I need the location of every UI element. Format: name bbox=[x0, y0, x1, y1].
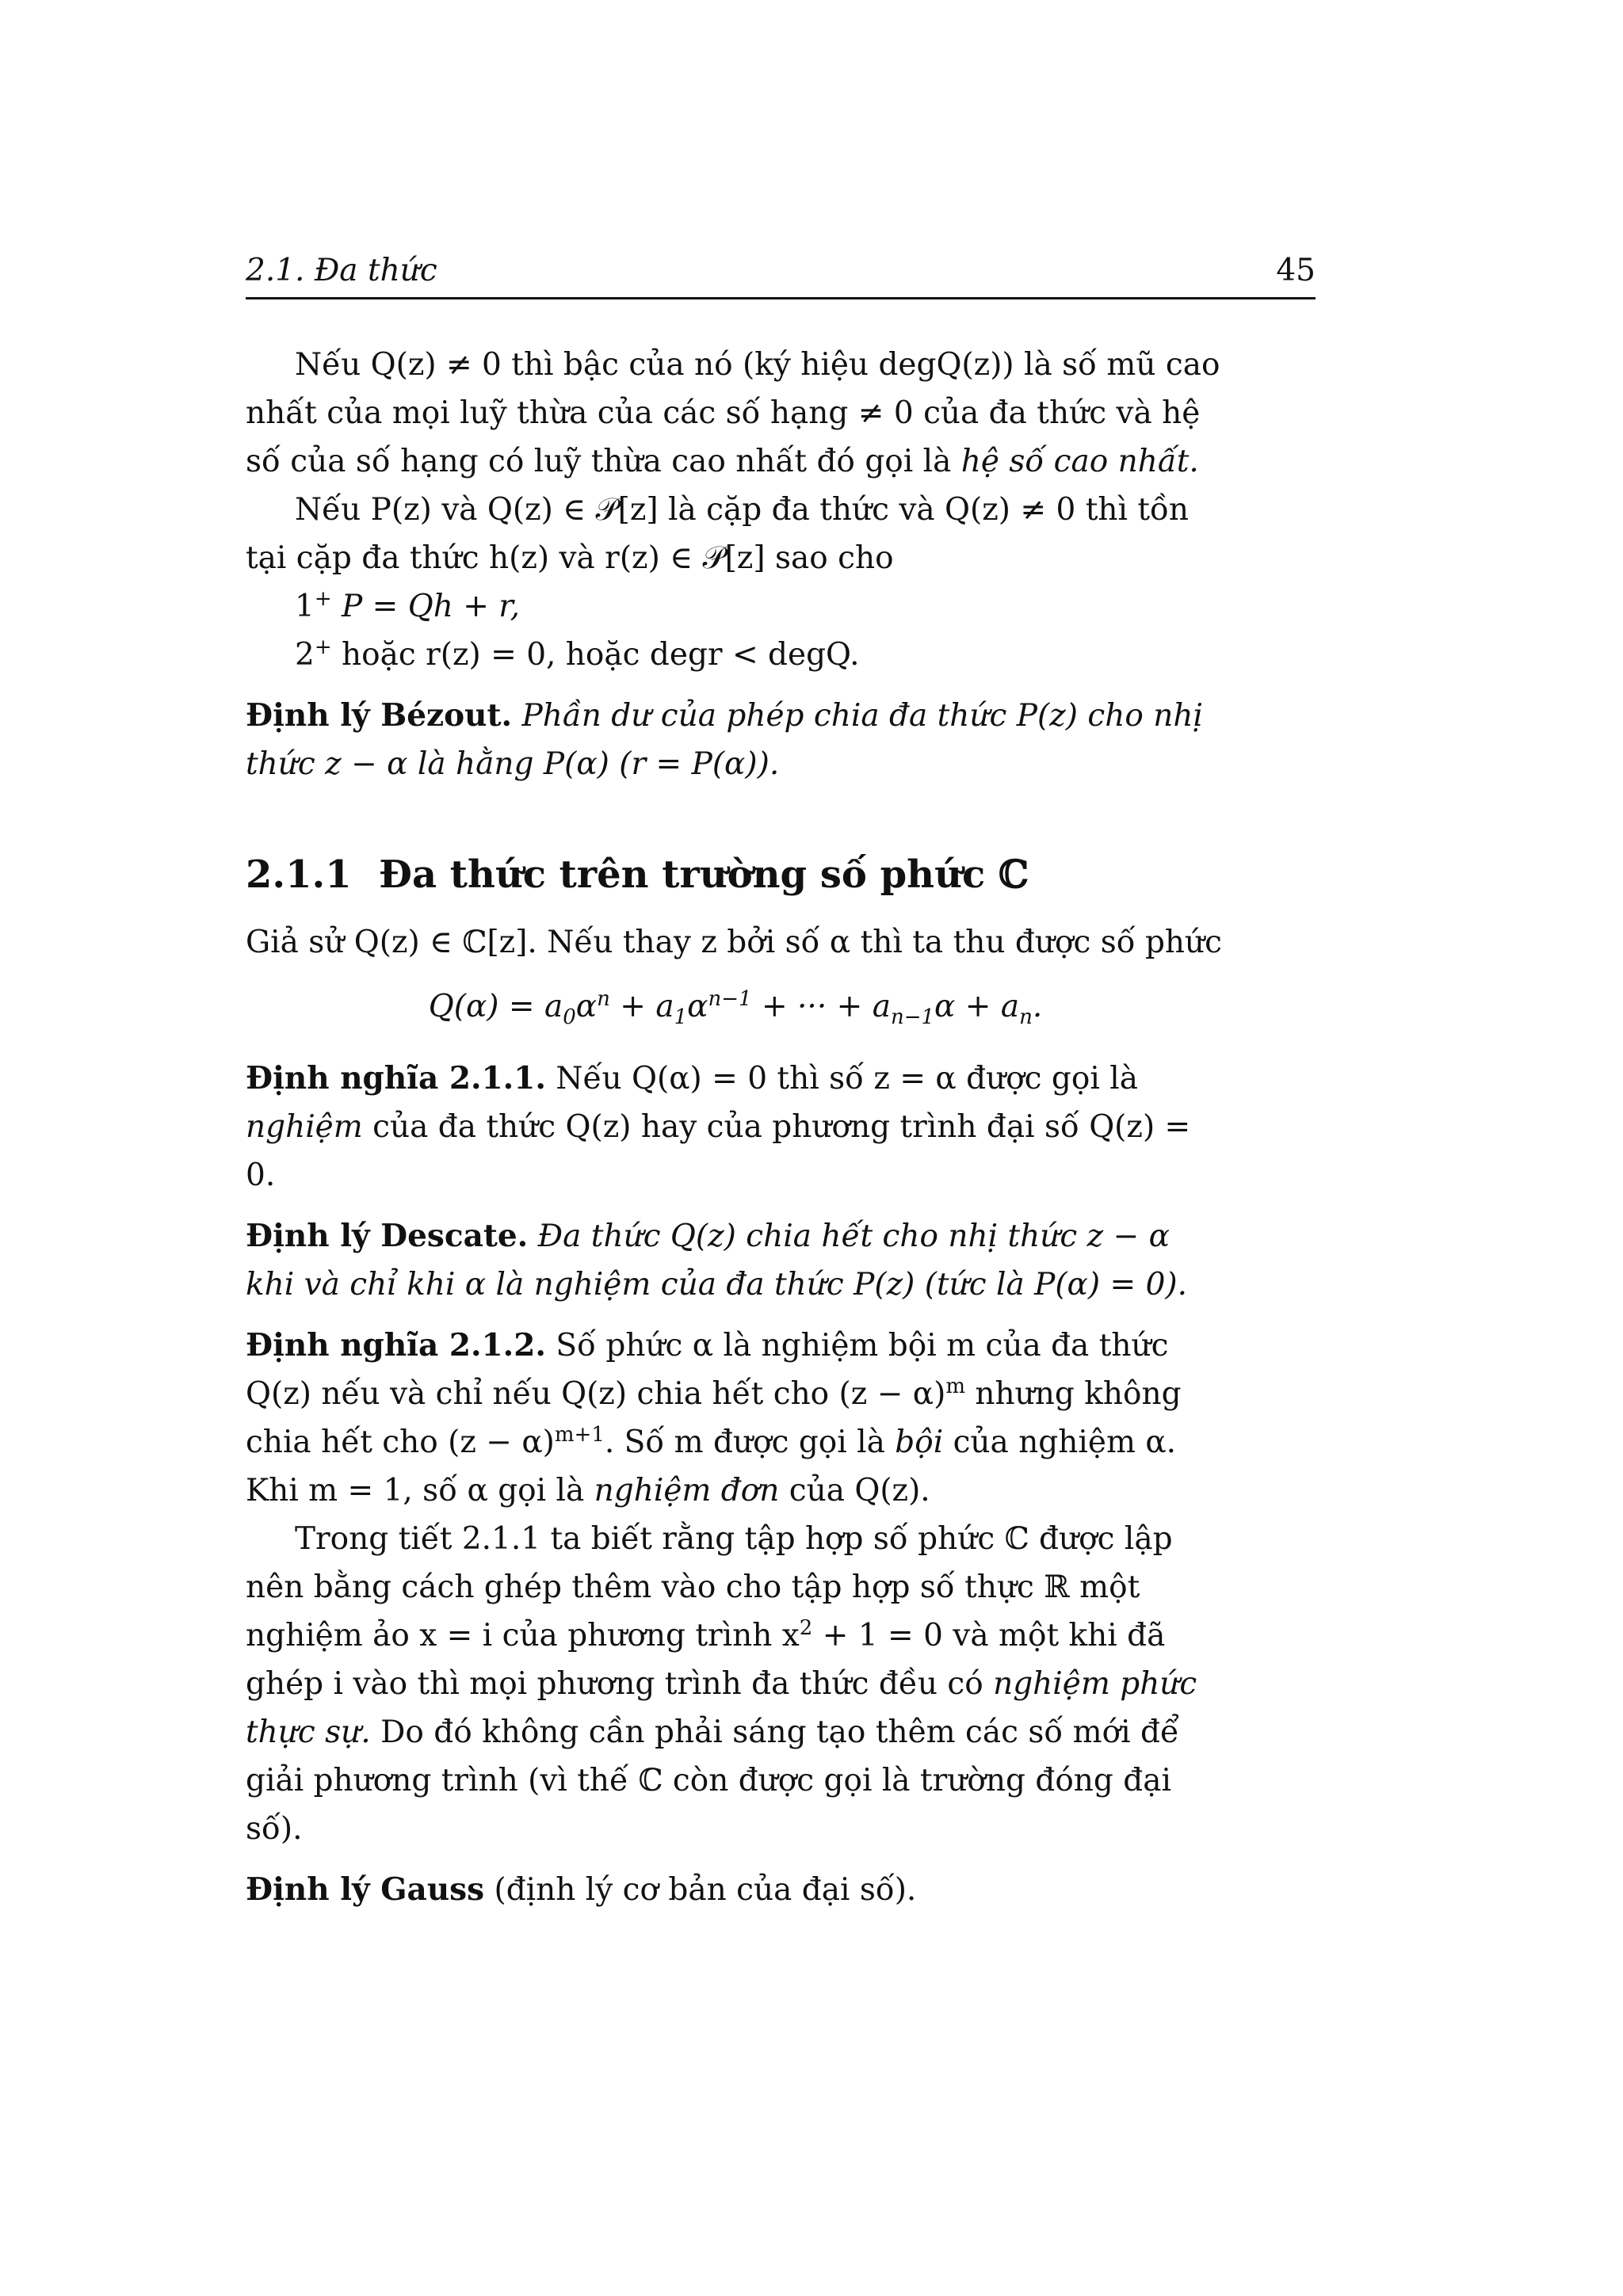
term-simple-root: nghiệm đơn bbox=[594, 1473, 780, 1508]
list-item-1-sup: + bbox=[314, 587, 332, 611]
theorem-descate bbox=[246, 1212, 1225, 1309]
theorem-bezout-label: Định lý Bézout. bbox=[246, 697, 513, 734]
def2-text-a: Số phức α là nghiệm bội m của đa thức Q(z) nếu và chỉ nếu Q(z) chia hết cho (z − α) bbox=[246, 1328, 1169, 1412]
eq-part: + ··· + a bbox=[751, 989, 891, 1024]
definition-2-1-2-label: Định nghĩa 2.1.2. bbox=[246, 1327, 546, 1363]
list-item-2-sup: + bbox=[314, 635, 332, 659]
eq-sub: 1 bbox=[674, 1005, 688, 1029]
definition-2-1-1 bbox=[246, 1055, 1225, 1199]
theorem-descate-label: Định lý Descate. bbox=[246, 1218, 529, 1254]
eq-part: Q(α) = a bbox=[428, 989, 563, 1024]
list-item-1 bbox=[246, 582, 1225, 631]
def2-text-c: . Số m được gọi là bbox=[604, 1425, 896, 1460]
section-number: 2.1.1 bbox=[246, 852, 352, 897]
complex-text-a: Trong tiết 2.1.1 ta biết rằng tập hợp số phức ℂ được lập nên bằng cách ghép thêm vào cho tập hợp số thực ℝ một nghiệm ảo x = i của phương trình x bbox=[246, 1521, 1173, 1653]
eq-part: . bbox=[1032, 989, 1043, 1024]
running-header bbox=[246, 250, 1316, 299]
list-item-2 bbox=[246, 631, 1225, 679]
term-leading-coefficient: hệ số cao nhất. bbox=[960, 444, 1199, 479]
paragraph-complex-field bbox=[246, 1515, 1225, 1853]
definition-2-1-1-text: Nếu Q(α) = 0 thì số z = α được gọi là bbox=[545, 1061, 1138, 1097]
eq-part: + a bbox=[609, 989, 674, 1024]
eq-sub: 0 bbox=[563, 1005, 576, 1029]
page-body bbox=[246, 341, 1225, 1914]
eq-sub: n bbox=[1019, 1005, 1033, 1029]
def2-text-e: của Q(z). bbox=[779, 1473, 930, 1508]
complex-text-b: + 1 = 0 và một khi đã ghép i vào thì mọi phương trình đa thức đều có bbox=[246, 1618, 1166, 1702]
paragraph-degree bbox=[246, 341, 1225, 486]
theorem-bezout-text: Phần dư của phép chia đa thức P(z) cho nhị thức z − α là hằng P(α) (r = P(α)). bbox=[246, 698, 1203, 782]
list-item-1-text: P = Qh + r, bbox=[331, 589, 521, 624]
definition-2-1-2 bbox=[246, 1322, 1225, 1515]
section-heading bbox=[246, 847, 1225, 902]
paragraph-intro: Giả sử Q(z) ∈ ℂ[z]. Nếu thay z bởi số α thì ta thu được số phức bbox=[246, 925, 1223, 960]
list-item-1-number: 1 bbox=[295, 589, 315, 624]
def2-sup-a: m bbox=[945, 1375, 966, 1398]
eq-sub: n−1 bbox=[890, 1005, 935, 1029]
eq-sup: n bbox=[597, 987, 610, 1011]
section-title: Đa thức trên trường số phức ℂ bbox=[379, 852, 1029, 897]
paragraph-division: Nếu P(z) và Q(z) ∈ 𝒫[z] là cặp đa thức và Q(z) ≠ 0 thì tồn tại cặp đa thức h(z) và r(z) ∈ 𝒫[z] sao cho bbox=[246, 492, 1190, 576]
eq-part: α bbox=[575, 989, 598, 1024]
list-item-2-number: 2 bbox=[295, 637, 315, 673]
term-multiplicity: bội bbox=[895, 1425, 944, 1460]
theorem-gauss bbox=[246, 1866, 1225, 1914]
eq-sup: n−1 bbox=[708, 987, 752, 1011]
term-true-complex-root: nghiệm phức thực sự. bbox=[246, 1666, 1197, 1750]
list-item-2-text: hoặc r(z) = 0, hoặc degr < degQ. bbox=[331, 637, 860, 673]
complex-text-c: Do đó không cần phải sáng tạo thêm các số mới để giải phương trình (vì thế ℂ còn được gọi là trường đóng đại số). bbox=[246, 1714, 1179, 1847]
theorem-descate-text: Đa thức Q(z) chia hết cho nhị thức z − α khi và chỉ khi α là nghiệm của đa thức P(z) (tức là P(α) = 0). bbox=[246, 1219, 1187, 1302]
theorem-bezout bbox=[246, 692, 1225, 788]
def2-text-b: nhưng không chia hết cho (z − α) bbox=[246, 1376, 1182, 1460]
def2-sup-b: m+1 bbox=[554, 1423, 605, 1447]
theorem-gauss-label: Định lý Gauss bbox=[246, 1871, 485, 1908]
paragraph-degree-text: Nếu Q(z) ≠ 0 thì bậc của nó (ký hiệu degQ(z)) là số mũ cao nhất của mọi luỹ thừa của các số hạng ≠ 0 của đa thức và hệ số của số hạng có luỹ thừa cao nhất đó gọi là bbox=[246, 347, 1220, 479]
term-root: nghiệm bbox=[246, 1109, 363, 1145]
page-number: 45 bbox=[1276, 253, 1316, 288]
theorem-gauss-text: (định lý cơ bản của đại số). bbox=[484, 1872, 917, 1908]
def2-text-d: của nghiệm α. Khi m = 1, số α gọi là bbox=[246, 1425, 1177, 1508]
definition-2-1-1-text-b: của đa thức Q(z) hay của phương trình đại số Q(z) = 0. bbox=[246, 1109, 1191, 1193]
display-equation bbox=[246, 982, 1225, 1031]
definition-2-1-1-label: Định nghĩa 2.1.1. bbox=[246, 1060, 546, 1097]
eq-part: α bbox=[687, 989, 708, 1024]
complex-sup: 2 bbox=[799, 1616, 813, 1640]
eq-part: α + a bbox=[934, 989, 1020, 1024]
header-section-title: 2.1. Đa thức bbox=[246, 253, 437, 288]
